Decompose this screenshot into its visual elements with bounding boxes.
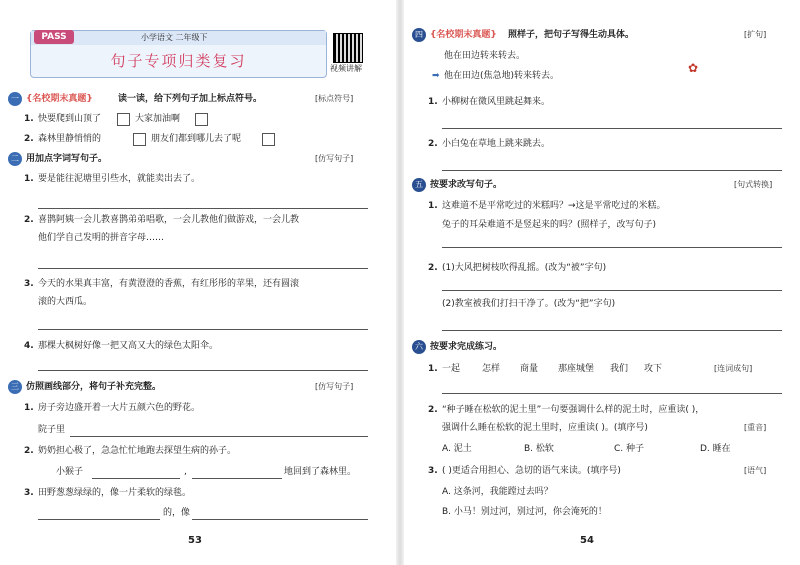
option[interactable]: B. 小马！别过河，别过河，你会淹死的！ [442,507,607,517]
answer-line[interactable] [442,393,782,394]
question-number: 4. [24,341,34,351]
question-text: 这难道不是平常吃过的米糕吗？→这是平常吃过的米糕。 [442,201,666,211]
qr-caption: 视频讲解 [330,64,362,73]
answer-line[interactable] [38,370,368,371]
question-number: 3. [24,488,34,498]
answer-line[interactable] [442,247,782,248]
exam-label: {名校期末真题} [26,94,93,104]
punctuation-box[interactable] [117,113,130,126]
question-text: 兔子的耳朵难道不是竖起来的吗？(照样子，改写句子) [442,220,657,230]
section-title: 读一读，给下列句子加上标点符号。 [118,94,263,104]
question-text: 小柳树在微风里跳起舞来。 [442,97,551,107]
section-tag: [扩句] [744,30,767,39]
answer-line[interactable] [442,128,782,129]
page-number: 53 [188,535,202,546]
question-text: 快要爬到山顶了 [38,114,102,124]
question-number: 1. [24,114,34,124]
question-text: 要是能往泥塘里引些水，就能卖出去了。 [38,174,201,184]
answer-line[interactable] [70,436,368,437]
page-number: 54 [580,535,594,546]
answer-line[interactable] [38,268,368,269]
fill-prefix: 院子里 [38,425,66,435]
punctuation-box[interactable] [195,113,208,126]
word-chip: 怎样 [482,364,501,374]
question-number: 1. [24,403,34,413]
section-badge: 五 [412,178,426,192]
question-text: 小白兔在草地上跳来跳去。 [442,139,551,149]
punctuation-box[interactable] [262,133,275,146]
section-title: 按要求改写句子。 [430,180,503,190]
section-tag: [连词成句] [714,364,753,373]
option[interactable]: A. 这条河，我能蹚过去吗？ [442,487,553,497]
question-number: 2. [428,139,438,149]
question-number: 2. [428,405,438,415]
arrow-icon: ➡ [432,71,440,81]
question-number: 2. [24,215,34,225]
exam-label: {名校期末真题} [430,30,497,40]
section-tag: [仿写句子] [315,382,354,391]
section-title: 仿照画线部分，将句子补充完整。 [26,382,162,392]
question-number: 2. [24,446,34,456]
answer-line[interactable] [442,330,782,331]
question-text: 今天的水果真丰富，有黄澄澄的香蕉，有红彤彤的苹果，还有圆滚 [38,279,300,289]
question-text: 强调什么睡在松软的泥土里时，应重读( )。(填序号) [442,423,648,433]
question-text: 森林里静悄悄的 [38,134,102,144]
section-title: 用加点字词写句子。 [26,154,108,164]
punctuation-box[interactable] [133,133,146,146]
subject-label: 小学语文 二年级下 [141,33,208,42]
question-number: 3. [428,466,438,476]
section-tag: [语气] [744,466,767,475]
word-chip: 攻下 [644,364,663,374]
question-text: 朋友们都到哪儿去了呢 [151,134,242,144]
answer-line[interactable] [38,329,368,330]
question-text: 田野葱葱绿绿的，像一片柔软的绿毯。 [38,488,192,498]
question-text: 那棵大枫树好像一把又高又大的绿色太阳伞。 [38,341,219,351]
answer-line[interactable] [38,208,368,209]
section-title: 照样子，把句子写得生动具体。 [508,30,635,40]
question-number: 1. [24,174,34,184]
option[interactable]: C. 种子 [614,444,645,454]
page-title: 句子专项归类复习 [110,52,247,70]
answer-line[interactable] [192,519,368,520]
book-gutter [396,0,404,565]
option[interactable]: B. 松软 [524,444,554,454]
question-number: 1. [428,97,438,107]
question-text: 大家加油啊 [135,114,181,124]
question-number: 2. [428,263,438,273]
word-chip: 那座城堡 [558,364,595,374]
section-badge: 六 [412,340,426,354]
fill-prefix: 小猴子 [56,467,84,477]
answer-line[interactable] [92,478,180,479]
question-text: (2)教室被我们打扫干净了。(改为“把”字句) [442,299,616,309]
question-text: “种子睡在松软的泥土里”一句要强调什么样的泥土时，应重读( )， [442,405,705,415]
section-badge: 二 [8,152,22,166]
section-badge: 三 [8,380,22,394]
question-number: 3. [24,279,34,289]
left-page: 小学语文 二年级下 句子专项归类复习 PASS 视频讲解 一 {名校期末真题} 读一读，给下列句子加上标点符号。 [标点符号] 1. 快要爬到山顶了 大家加油啊 2. 森林里静悄悄的 朋友们都到哪儿去了呢 二 用加点字词写句子。 [仿写句子] 1. 要是能往泥塘里引些水，就能卖出去了。 2. 喜鹊阿姨一会儿教喜鹊弟弟唱歌，一会儿教他们做游戏，一会儿教 他们学自己发明的拼音字母…… 3. 今天的水果真丰富，有黄澄澄的香蕉，有红彤彤的苹果，还有圆滚 滚的大西瓜。 4. 那棵大枫树好像一把又高又大的绿色太阳伞。 三 仿照画线部分，将句子补充完整。 [仿写句子] 1. 房子旁边盛开着一大片五颜六色的野花。 院子里 2. 奶奶担心极了，急急忙忙地跑去探望生病的孙子。 小猴子 , 地回到了森林里。 3. 田野葱葱绿绿的，像一片柔软的绿毯。 的，像 53 [0,0,396,565]
question-number: 2. [24,134,34,144]
right-page [404,0,800,565]
word-chip: 我们 [610,364,629,374]
answer-line[interactable] [192,478,282,479]
section-tag: [仿写句子] [315,154,354,163]
answer-line[interactable] [442,170,782,171]
question-text: ( )更适合用担心、急切的语气来读。(填序号) [442,466,621,476]
word-chip: 一起 [442,364,461,374]
question-text: 他们学自己发明的拼音字母…… [38,233,165,243]
word-chip: 商量 [520,364,539,374]
question-text: (1)大风把树枝吹得乱摇。(改为“被”字句) [442,263,607,273]
example-text: 他在田边(焦急地)转来转去。 [444,71,560,81]
option[interactable]: A. 泥土 [442,444,472,454]
question-text: 奶奶担心极了，急急忙忙地跑去探望生病的孙子。 [38,446,237,456]
answer-line[interactable] [442,290,782,291]
qr-code-icon[interactable] [333,33,363,63]
section-tag: [标点符号] [315,94,354,103]
section-badge: 一 [8,92,22,106]
fill-suffix: 地回到了森林里。 [284,467,357,477]
header-banner [30,30,327,78]
answer-line[interactable] [38,519,160,520]
question-number: 1. [428,364,438,374]
brand-logo: PASS [34,30,74,44]
example-text: 他在田边转来转去。 [444,51,526,61]
question-text: 喜鹊阿姨一会儿教喜鹊弟弟唱歌，一会儿教他们做游戏，一会儿教 [38,215,300,225]
section-tag: [句式转换] [734,180,773,189]
option[interactable]: D. 睡在 [700,444,731,454]
question-text: 房子旁边盛开着一大片五颜六色的野花。 [38,403,201,413]
question-number: 1. [428,201,438,211]
section-title: 按要求完成练习。 [430,342,503,352]
question-text: 滚的大西瓜。 [38,297,93,307]
section-badge: 四 [412,28,426,42]
fill-middle: 的，像 [163,508,191,518]
section-tag: [重音] [744,423,767,432]
cartoon-illustration: ✿ [688,61,699,75]
